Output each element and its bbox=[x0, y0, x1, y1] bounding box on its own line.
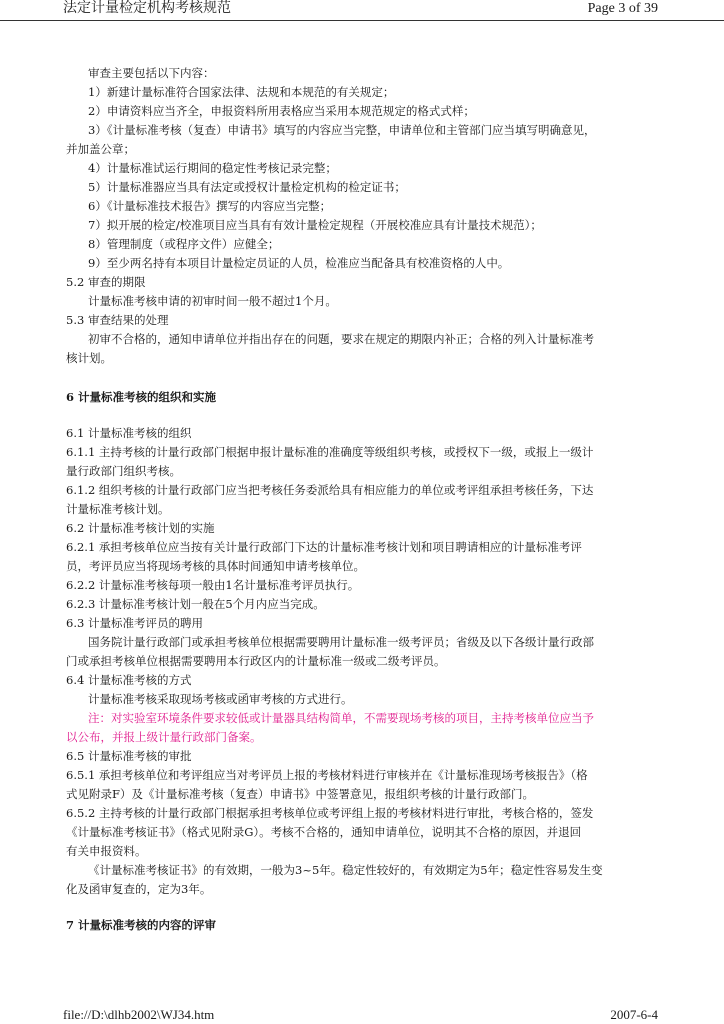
note-text-cont: 以公布，并报上级计量行政部门备案。 bbox=[66, 730, 262, 744]
review-item-continuation: 并加盖公章； bbox=[66, 142, 135, 156]
review-item: 8）管理制度（或程序文件）应健全； bbox=[88, 237, 280, 251]
section-6-2-title: 6.2 计量标准考核计划的实施 bbox=[66, 521, 215, 535]
page-header bbox=[0, 0, 724, 21]
section-5-3-text-cont: 核计划。 bbox=[66, 351, 112, 365]
section-5-3-title: 5.3 审查结果的处理 bbox=[66, 313, 169, 327]
section-6-1-2: 6.1.2 组织考核的计量行政部门应当把考核任务委派给具有相应能力的单位或考评组承担考核任务，下达 bbox=[66, 483, 594, 497]
section-6-1-2-cont: 计量标准考核计划。 bbox=[66, 502, 170, 516]
section-6-4-title: 6.4 计量标准考核的方式 bbox=[66, 673, 192, 687]
section-6-5-1-cont: 式见附录F）及《计量标准考核（复查）申请书》中签署意见，报组织考核的计量行政部门。 bbox=[66, 787, 534, 801]
section-6-3-title: 6.3 计量标准考评员的聘用 bbox=[66, 616, 203, 630]
review-item: 3）《计量标准考核（复查）申请书》填写的内容应当完整，申请单位和主管部门应当填写明确意见， bbox=[88, 123, 596, 137]
section-6-5-1: 6.5.1 承担考核单位和考评组应当对考评员上报的考核材料进行审核并在《计量标准现场考核报告》（格 bbox=[66, 768, 588, 782]
section-6-5-title: 6.5 计量标准考核的审批 bbox=[66, 749, 192, 763]
review-item: 1）新建计量标准符合国家法律、法规和本规范的有关规定； bbox=[88, 85, 395, 99]
document-title: 法定计量检定机构考核规范 bbox=[63, 0, 231, 16]
section-6-3-text: 国务院计量行政部门或承担考核单位根据需要聘用计量标准一级考评员；省级及以下各级计量行政部 bbox=[88, 635, 594, 649]
page-number: Page 3 of 39 bbox=[587, 1, 658, 16]
review-item: 9）至少两名持有本项目计量检定员证的人员，检准应当配备具有校准资格的人中。 bbox=[88, 256, 510, 270]
section-6-1-1-cont: 量行政部门组织考核。 bbox=[66, 464, 181, 478]
review-item: 4）计量标准试运行期间的稳定性考核记录完整； bbox=[88, 161, 337, 175]
review-intro: 审查主要包括以下内容： bbox=[88, 66, 215, 80]
print-date: 2007-6-4 bbox=[610, 1007, 658, 1022]
certificate-validity: 《计量标准考核证书》的有效期，一般为3~5年。稳定性较好的，有效期定为5年；稳定性容易发生变 bbox=[88, 863, 603, 877]
section-5-2-text: 计量标准考核申请的初审时间一般不超过1个月。 bbox=[88, 294, 337, 308]
review-item: 7）拟开展的检定/校准项目应当具有有效计量检定规程（开展校准应具有计量技术规范）； bbox=[88, 218, 542, 232]
section-6-4-text: 计量标准考核采取现场考核或函审考核的方式进行。 bbox=[88, 692, 353, 706]
section-6-2-1: 6.2.1 承担考核单位应当按有关计量行政部门下达的计量标准考核计划和项目聘请相应的计量标准考评 bbox=[66, 540, 582, 554]
section-5-3-text: 初审不合格的，通知申请单位并指出存在的问题，要求在规定的期限内补正；合格的列入计量标准考 bbox=[88, 332, 594, 346]
section-6-2-1-cont: 员，考评员应当将现场考核的具体时间通知申请考核单位。 bbox=[66, 559, 365, 573]
certificate-validity-cont: 化及函审复查的，定为3年。 bbox=[66, 882, 212, 896]
section-6-5-2-cont: 《计量标准考核证书》（格式见附录G）。考核不合格的，通知申请单位，说明其不合格的原因，并退回 bbox=[66, 825, 582, 839]
section-7-heading: 7 计量标准考核的内容的评审 bbox=[66, 918, 217, 932]
review-item: 2）申请资料应当齐全，申报资料所用表格应当采用本规范规定的格式式样； bbox=[88, 104, 475, 118]
section-5-2-title: 5.2 审查的期限 bbox=[66, 275, 146, 289]
section-6-5-2: 6.5.2 主持考核的计量行政部门根据承担考核单位或考评组上报的考核材料进行审批，考核合格的，签发 bbox=[66, 806, 594, 820]
section-6-5-2-cont: 有关申报资料。 bbox=[66, 844, 147, 858]
document-body bbox=[66, 64, 660, 935]
section-6-1-title: 6.1 计量标准考核的组织 bbox=[66, 426, 192, 440]
page-footer bbox=[0, 1006, 724, 1024]
review-item: 5）计量标准器应当具有法定或授权计量检定机构的检定证书； bbox=[88, 180, 406, 194]
section-6-1-1: 6.1.1 主持考核的计量行政部门根据申报计量标准的准确度等级组织考核，或授权下一级，或报上一级计 bbox=[66, 445, 594, 459]
note-text: 注：对实验室环境条件要求较低或计量器具结构简单，不需要现场考核的项目，主持考核单位应当予 bbox=[88, 711, 594, 725]
section-6-3-text-cont: 门或承担考核单位根据需要聘用本行政区内的计量标准一级或二级考评员。 bbox=[66, 654, 446, 668]
review-item: 6）《计量标准技术报告》撰写的内容应当完整； bbox=[88, 199, 332, 213]
section-6-2-3: 6.2.3 计量标准考核计划一般在5个月内应当完成。 bbox=[66, 597, 325, 611]
section-6-2-2: 6.2.2 计量标准考核每项一般由1名计量标准考评员执行。 bbox=[66, 578, 360, 592]
section-6-heading: 6 计量标准考核的组织和实施 bbox=[66, 390, 217, 404]
file-path-link[interactable]: file://D:\dlhb2002\WJ34.htm bbox=[63, 1007, 215, 1022]
